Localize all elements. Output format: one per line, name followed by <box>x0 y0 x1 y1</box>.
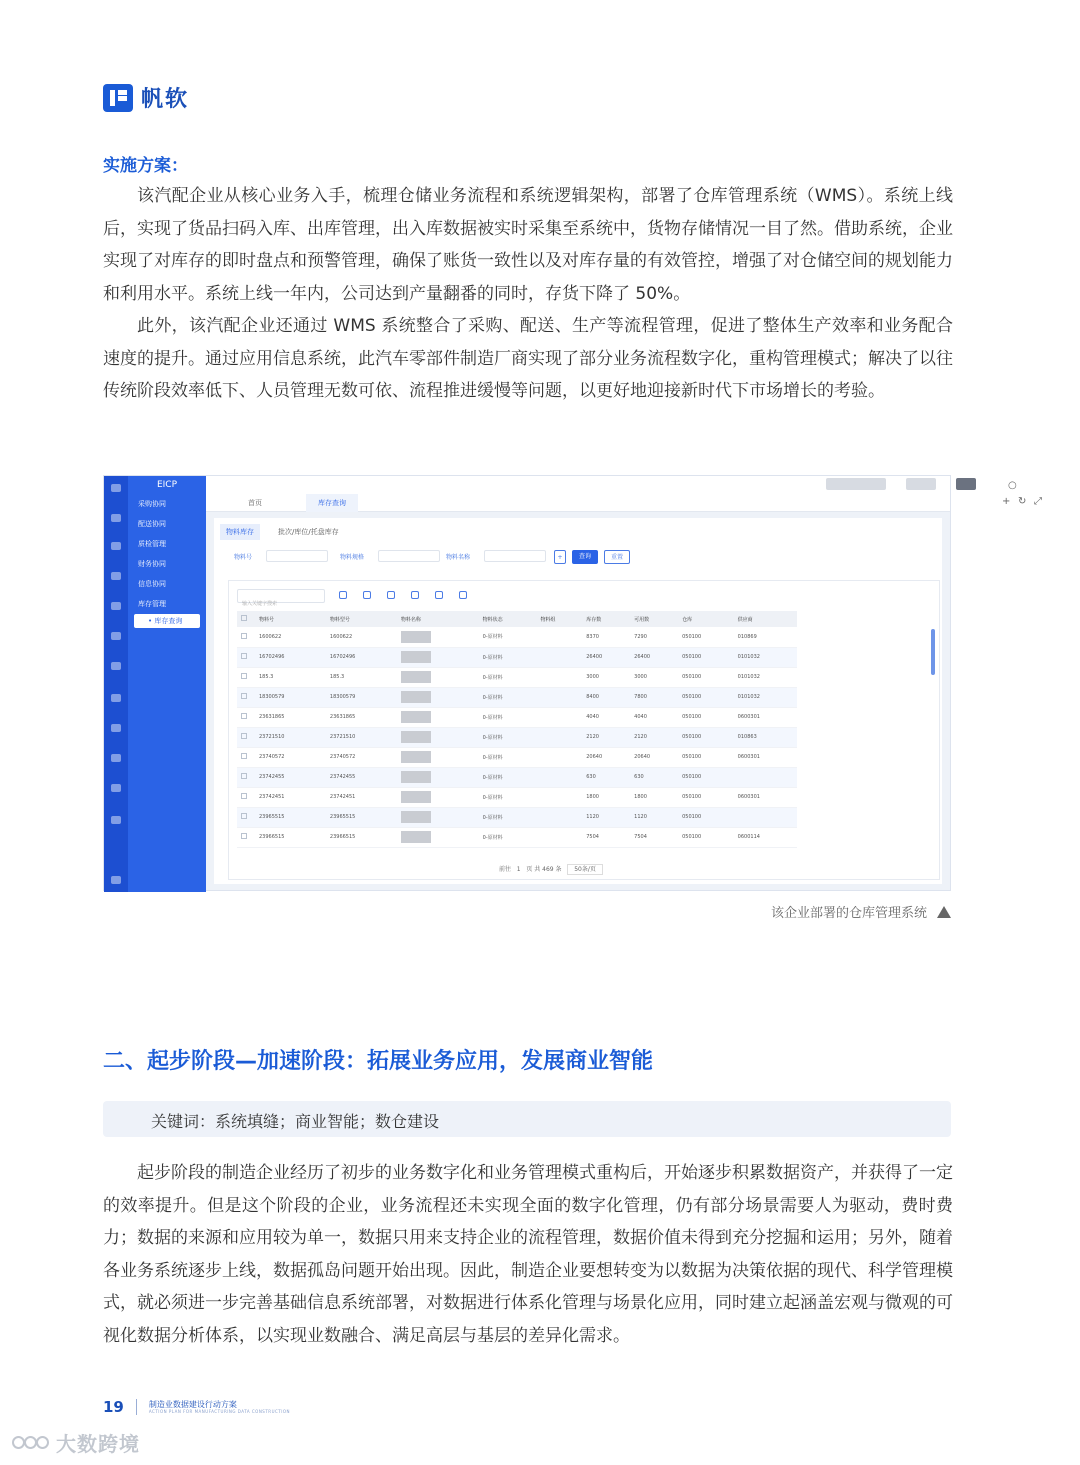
filter-input <box>378 550 440 562</box>
toolbar-icon <box>411 591 419 599</box>
table-cell: 3000 <box>630 667 678 687</box>
table-cell: 630 <box>630 767 678 787</box>
wms-subtab-material: 物料库存 <box>220 524 260 540</box>
table-cell: 0-原材料 <box>479 827 537 847</box>
table-cell <box>536 787 582 807</box>
table-cell: 185.3 <box>326 667 397 687</box>
nav-icon <box>111 662 121 670</box>
menu-icon <box>111 484 121 492</box>
watermark-logo-icon <box>12 1431 52 1455</box>
table-cell: 26400 <box>582 647 630 667</box>
filter-label: 物料规格 <box>340 554 365 561</box>
blurred-user-info <box>906 478 936 490</box>
query-button: 查询 <box>572 550 598 564</box>
table-cell: 7800 <box>630 687 678 707</box>
footer-divider <box>136 1399 137 1415</box>
column-header: 物料组 <box>536 611 582 627</box>
table-cell: 3000 <box>582 667 630 687</box>
row-checkbox <box>237 827 255 847</box>
wms-nav-item: 财务协同 <box>138 560 166 568</box>
brand-name: 帆软 <box>141 87 190 112</box>
blurred-cell <box>397 747 479 767</box>
page-footer <box>103 1398 290 1416</box>
table-cell: 010869 <box>734 627 797 647</box>
table-cell: 23742451 <box>326 787 397 807</box>
section-heading: 二、起步阶段—加速阶段：拓展业务应用，发展商业智能 <box>103 1049 654 1074</box>
table-cell: 23631865 <box>326 707 397 727</box>
header-checkbox <box>237 611 255 627</box>
table-cell: 23742455 <box>326 767 397 787</box>
row-checkbox <box>237 667 255 687</box>
filter-label: 物料号 <box>234 554 253 561</box>
table-cell: 23965515 <box>326 807 397 827</box>
table-row <box>237 687 797 707</box>
blurred-cell <box>397 787 479 807</box>
table-cell: 8400 <box>582 687 630 707</box>
table-cell: 8370 <box>582 627 630 647</box>
table-cell <box>536 667 582 687</box>
table-cell: 0-原材料 <box>479 807 537 827</box>
table-cell: 050100 <box>678 687 734 707</box>
table-cell: 010863 <box>734 727 797 747</box>
footer-doc-subtitle: ACTION PLAN FOR MANUFACTURING DATA CONSTRUCTION <box>148 1409 291 1414</box>
nav-icon <box>111 602 121 610</box>
toolbar-icon <box>435 591 443 599</box>
table-cell: 0-原材料 <box>479 667 537 687</box>
watermark-text: 大数跨境 <box>56 1432 140 1456</box>
nav-icon <box>111 572 121 580</box>
row-checkbox <box>237 647 255 667</box>
fullscreen-icon: ⤢ <box>1034 496 1042 507</box>
wms-app-title: EICP <box>156 480 178 490</box>
watermark <box>12 1428 140 1457</box>
table-cell: 0-原材料 <box>479 687 537 707</box>
wms-tab-home: 首页 <box>248 499 262 507</box>
table-cell: 4040 <box>582 707 630 727</box>
triangle-up-icon <box>937 906 951 918</box>
table-cell: 23721510 <box>255 727 326 747</box>
column-header: 物料状态 <box>479 611 537 627</box>
table-cell: 2120 <box>582 727 630 747</box>
wms-table-panel <box>228 580 940 880</box>
table-header-row <box>237 611 797 627</box>
table-cell: 7290 <box>630 627 678 647</box>
pager-page: 1 <box>516 866 521 873</box>
nav-icon <box>111 724 121 732</box>
table-cell: 050100 <box>678 707 734 727</box>
table-cell: 0-原材料 <box>479 787 537 807</box>
paragraph-implementation: 该汽配企业从核心业务入手，梳理仓储业务流程和系统逻辑架构，部署了仓库管理系统（WMS）。系统上线后，实现了货品扫码入库、出库管理，出入库数据被实时采集至系统中，货物存储情况一目了然。借助系统，企业实现了对库存的即时盘点和预警管理，确保了账货一致性以及对库存量的有效管控，增强了对仓储空间的规划能力和利用水平。系统上线一年内，公司达到产量翻番的同时，存货下降了 50%。 <box>103 186 953 304</box>
row-checkbox <box>237 627 255 647</box>
table-cell: 0101032 <box>734 687 797 707</box>
column-header: 可用数 <box>630 611 678 627</box>
wms-nav-item: 配送协同 <box>138 520 166 528</box>
nav-icon <box>111 514 121 522</box>
table-cell: 23742451 <box>255 787 326 807</box>
table-cell: 050100 <box>678 767 734 787</box>
inventory-table <box>237 611 797 848</box>
section-label: 实施方案： <box>103 156 188 176</box>
filter-label: 物料名称 <box>446 554 471 561</box>
table-row <box>237 647 797 667</box>
wms-icon-bar <box>104 476 128 892</box>
table-cell <box>734 807 797 827</box>
table-cell: 26400 <box>630 647 678 667</box>
row-checkbox <box>237 787 255 807</box>
menu-icon <box>111 876 121 884</box>
column-header: 供应商 <box>734 611 797 627</box>
add-filter-button: + <box>554 550 566 564</box>
table-cell: 0101032 <box>734 647 797 667</box>
toolbar-icon <box>387 591 395 599</box>
blurred-cell <box>397 707 479 727</box>
table-body <box>237 627 797 847</box>
table-cell <box>536 827 582 847</box>
table-cell: 1600622 <box>255 627 326 647</box>
blurred-cell <box>397 627 479 647</box>
footer-doc-title: 制造业数据建设行动方案 <box>148 1400 237 1409</box>
table-cell: 0-原材料 <box>479 627 537 647</box>
wms-nav-item: 采购协同 <box>138 500 166 508</box>
paragraph-integration: 此外，该汽配企业还通过 WMS 系统整合了采购、配送、生产等流程管理，促进了整体生产效率和业务配合速度的提升。通过应用信息系统，此汽车零部件制造厂商实现了部分业务流程数字化，重构管理模式；解决了以往传统阶段效率低下、人员管理无数可依、流程推进缓慢等问题，以更好地迎接新时代下市场增长的考验。 <box>103 316 953 401</box>
table-cell <box>536 687 582 707</box>
blurred-cell <box>397 767 479 787</box>
wms-content <box>214 518 942 884</box>
blurred-user-info <box>826 478 886 490</box>
table-cell: 23965515 <box>255 807 326 827</box>
keywords-bar <box>103 1101 951 1137</box>
blurred-avatar <box>956 478 976 490</box>
table-cell: 7504 <box>630 827 678 847</box>
wms-sidebar <box>128 476 206 892</box>
toolbar-icon <box>459 591 467 599</box>
table-cell: 23966515 <box>326 827 397 847</box>
paragraph-startup-stage: 起步阶段的制造企业经历了初步的业务数字化和业务管理模式重构后，开始逐步积累数据资产，并获得了一定的效率提升。但是这个阶段的企业，业务流程还未实现全面的数字化管理，仍有部分场景需要人为驱动，费时费力；数据的来源和应用较为单一，数据只用来支持企业的流程管理，数据价值未得到充分挖掘和运用；另外，随着各业务系统逐步上线，数据孤岛问题开始出现。因此，制造企业要想转变为以数据为决策依据的现代、科学管理模式，就必须进一步完善基础信息系统部署，对数据进行体系化管理与场景化应用，同时建立起涵盖宏观与微观的可视化数据分析体系，以实现业数融合、满足高层与基层的差异化需求。 <box>103 1163 953 1346</box>
toolbar-icon <box>363 591 371 599</box>
nav-icon <box>111 816 121 824</box>
pager-total: 页 共 469 条 <box>526 866 562 873</box>
column-header: 库存数 <box>582 611 630 627</box>
row-checkbox <box>237 807 255 827</box>
table-cell: 20640 <box>582 747 630 767</box>
blurred-cell <box>397 827 479 847</box>
table-cell: 1600622 <box>326 627 397 647</box>
table-cell: 0-原材料 <box>479 767 537 787</box>
nav-icon <box>111 754 121 762</box>
table-cell: 23631865 <box>255 707 326 727</box>
table-row <box>237 747 797 767</box>
nav-icon <box>111 632 121 640</box>
table-cell: 185.3 <box>255 667 326 687</box>
table-cell: 23966515 <box>255 827 326 847</box>
wms-nav-item: 库存管理 <box>138 600 166 608</box>
table-row <box>237 627 797 647</box>
table-cell: 0-原材料 <box>479 707 537 727</box>
table-cell <box>536 747 582 767</box>
refresh-icon: ↻ <box>1018 496 1027 507</box>
column-header: 仓库 <box>678 611 734 627</box>
table-cell: 630 <box>582 767 630 787</box>
table-cell: 4040 <box>630 707 678 727</box>
table-cell: 7504 <box>582 827 630 847</box>
caption-text: 该企业部署的仓库管理系统 <box>770 906 927 921</box>
filter-input <box>484 550 546 562</box>
table-cell: 050100 <box>678 727 734 747</box>
table-cell: 0600301 <box>734 747 797 767</box>
table-search-input <box>237 589 325 607</box>
table-cell <box>536 727 582 747</box>
row-checkbox <box>237 707 255 727</box>
table-cell <box>536 767 582 787</box>
blurred-cell <box>397 727 479 747</box>
blurred-cell <box>397 687 479 707</box>
table-cell: 050100 <box>678 647 734 667</box>
blurred-cell <box>397 667 479 687</box>
table-cell: 050100 <box>678 667 734 687</box>
page-number: 19 <box>103 1398 124 1416</box>
table-row <box>237 707 797 727</box>
table-cell: 050100 <box>678 787 734 807</box>
table-cell <box>536 807 582 827</box>
row-checkbox <box>237 767 255 787</box>
table-cell: 16702496 <box>255 647 326 667</box>
table-row <box>237 727 797 747</box>
table-cell: 23740572 <box>255 747 326 767</box>
row-checkbox <box>237 687 255 707</box>
table-cell: 18300579 <box>255 687 326 707</box>
reset-button: 重置 <box>604 550 630 564</box>
wms-nav-item: 质检管理 <box>138 540 166 548</box>
table-cell <box>536 707 582 727</box>
table-cell: 1120 <box>630 807 678 827</box>
table-cell <box>536 647 582 667</box>
table-scrollbar <box>931 629 935 675</box>
wms-nav-item: 信息协同 <box>138 580 166 588</box>
wms-topbar <box>206 476 1042 512</box>
table-cell: 2120 <box>630 727 678 747</box>
table-cell: 0-原材料 <box>479 727 537 747</box>
footer-doc-info <box>149 1400 290 1414</box>
table-cell <box>536 627 582 647</box>
row-checkbox <box>237 727 255 747</box>
table-row <box>237 767 797 787</box>
wms-subtab-batch: 批次/库位/托盘库存 <box>278 528 339 536</box>
table-cell: 1120 <box>582 807 630 827</box>
table-cell: 18300579 <box>326 687 397 707</box>
settings-icon: ○ <box>1008 480 1017 491</box>
nav-icon <box>111 694 121 702</box>
table-cell: 050100 <box>678 747 734 767</box>
search-placeholder: 输入关键字搜索 <box>242 601 278 607</box>
table-cell: 0-原材料 <box>479 647 537 667</box>
blurred-cell <box>397 807 479 827</box>
table-cell: 23740572 <box>326 747 397 767</box>
pager-size: 50条/页 <box>567 864 603 875</box>
table-cell: 23721510 <box>326 727 397 747</box>
table-cell: 1800 <box>582 787 630 807</box>
filter-input <box>266 550 328 562</box>
table-cell: 0600114 <box>734 827 797 847</box>
table-cell: 050100 <box>678 807 734 827</box>
table-row <box>237 667 797 687</box>
table-row <box>237 807 797 827</box>
wms-nav-subitem: • 库存查询 <box>134 614 200 628</box>
blurred-cell <box>397 647 479 667</box>
table-cell: 050100 <box>678 827 734 847</box>
column-header: 物料型号 <box>326 611 397 627</box>
toolbar-icon <box>339 591 347 599</box>
wms-tab-inventory: 库存查询 <box>306 494 358 512</box>
table-cell: 1800 <box>630 787 678 807</box>
add-tab-icon: + <box>1002 496 1011 507</box>
table-pager <box>499 864 603 873</box>
nav-icon <box>111 784 121 792</box>
table-row <box>237 787 797 807</box>
column-header: 物料号 <box>255 611 326 627</box>
table-cell: 0600301 <box>734 787 797 807</box>
table-cell: 0-原材料 <box>479 747 537 767</box>
pager-prev: 前往 <box>499 866 512 873</box>
table-cell <box>734 767 797 787</box>
wms-screenshot-figure <box>103 475 1042 891</box>
brand-logo <box>103 82 189 113</box>
table-cell: 050100 <box>678 627 734 647</box>
table-cell: 23742455 <box>255 767 326 787</box>
keywords-text: 关键词：系统填缝；商业智能；数仓建设 <box>151 1112 440 1131</box>
column-header: 物料名称 <box>397 611 479 627</box>
table-row <box>237 827 797 847</box>
table-cell: 20640 <box>630 747 678 767</box>
table-cell: 0101032 <box>734 667 797 687</box>
figure-caption <box>560 902 951 921</box>
fanruan-logo-icon <box>103 84 133 112</box>
table-cell: 16702496 <box>326 647 397 667</box>
table-cell: 0600301 <box>734 707 797 727</box>
row-checkbox <box>237 747 255 767</box>
nav-icon <box>111 542 121 550</box>
